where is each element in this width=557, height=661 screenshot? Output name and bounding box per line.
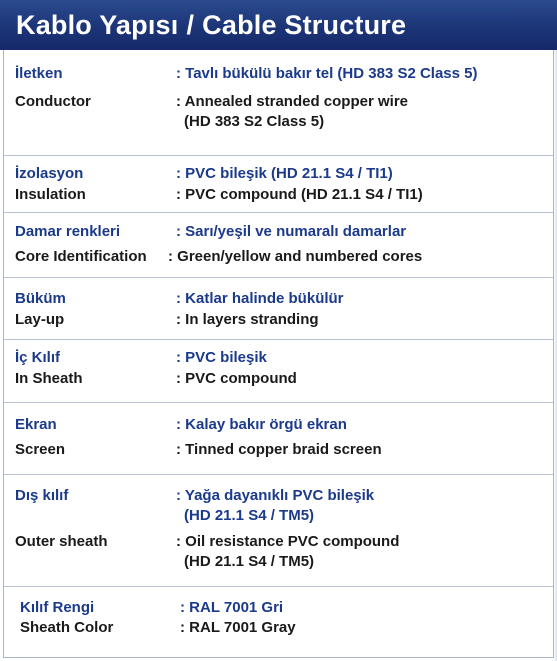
title-turkish: Kablo Yapısı: [16, 9, 179, 40]
value-english: : Green/yellow and numbered cores: [168, 248, 423, 265]
label-english: In Sheath: [15, 370, 83, 387]
label-turkish: Dış kılıf: [15, 487, 69, 504]
value-english: : In layers stranding: [176, 311, 319, 328]
label-english: Screen: [15, 441, 66, 458]
value-english: : Tinned copper braid screen: [176, 441, 382, 458]
value-english-cont: (HD 383 S2 Class 5): [184, 113, 325, 130]
value-turkish: : Yağa dayanıklı PVC bileşik: [176, 487, 375, 504]
value-turkish: : Sarı/yeşil ve numaralı damarlar: [176, 223, 407, 240]
label-english: Sheath Color: [20, 619, 114, 636]
spec-row-conductor: [4, 50, 553, 155]
value-english: : PVC compound (HD 21.1 S4 / TI1): [176, 186, 423, 203]
spec-row-in-sheath: [4, 339, 553, 402]
label-english: Outer sheath: [15, 533, 108, 550]
label-turkish: Damar renkleri: [15, 223, 121, 240]
label-turkish: İç Kılıf: [15, 349, 61, 366]
value-turkish: : Tavlı bükülü bakır tel (HD 383 S2 Class 5): [176, 65, 478, 82]
label-turkish: Büküm: [15, 290, 66, 307]
page-title: [0, 0, 557, 50]
spec-row-sheath-color: [4, 586, 553, 657]
label-turkish: Kılıf Rengi: [20, 599, 95, 616]
value-english: : Annealed stranded copper wire: [176, 93, 408, 110]
spec-table: [3, 50, 554, 658]
label-turkish: İzolasyon: [15, 165, 84, 182]
value-turkish-cont: (HD 21.1 S4 / TM5): [184, 507, 315, 524]
value-turkish: : PVC bileşik (HD 21.1 S4 / TI1): [176, 165, 393, 182]
spec-row-screen: [4, 402, 553, 474]
value-turkish: : Katlar halinde bükülür: [176, 290, 344, 307]
value-english: : PVC compound: [176, 370, 297, 387]
value-turkish: : RAL 7001 Gri: [180, 599, 284, 616]
title-english: Cable Structure: [202, 9, 407, 40]
value-english-cont: (HD 21.1 S4 / TM5): [184, 553, 315, 570]
spec-row-insulation: [4, 155, 553, 212]
spec-row-outer-sheath: [4, 474, 553, 586]
label-english: Conductor: [15, 93, 91, 110]
value-english: : RAL 7001 Gray: [180, 619, 296, 636]
value-turkish: : PVC bileşik: [176, 349, 267, 366]
spec-row-lay-up: [4, 277, 553, 339]
label-turkish: İletken: [15, 65, 63, 82]
value-turkish: : Kalay bakır örgü ekran: [176, 416, 347, 433]
label-turkish: Ekran: [15, 416, 57, 433]
label-english: Lay-up: [15, 311, 65, 328]
spec-row-core-identification: [4, 212, 553, 277]
value-english: : Oil resistance PVC compound: [176, 533, 400, 550]
label-english: Insulation: [15, 186, 86, 203]
label-english: Core Identification: [15, 248, 147, 265]
title-separator: /: [186, 9, 195, 40]
